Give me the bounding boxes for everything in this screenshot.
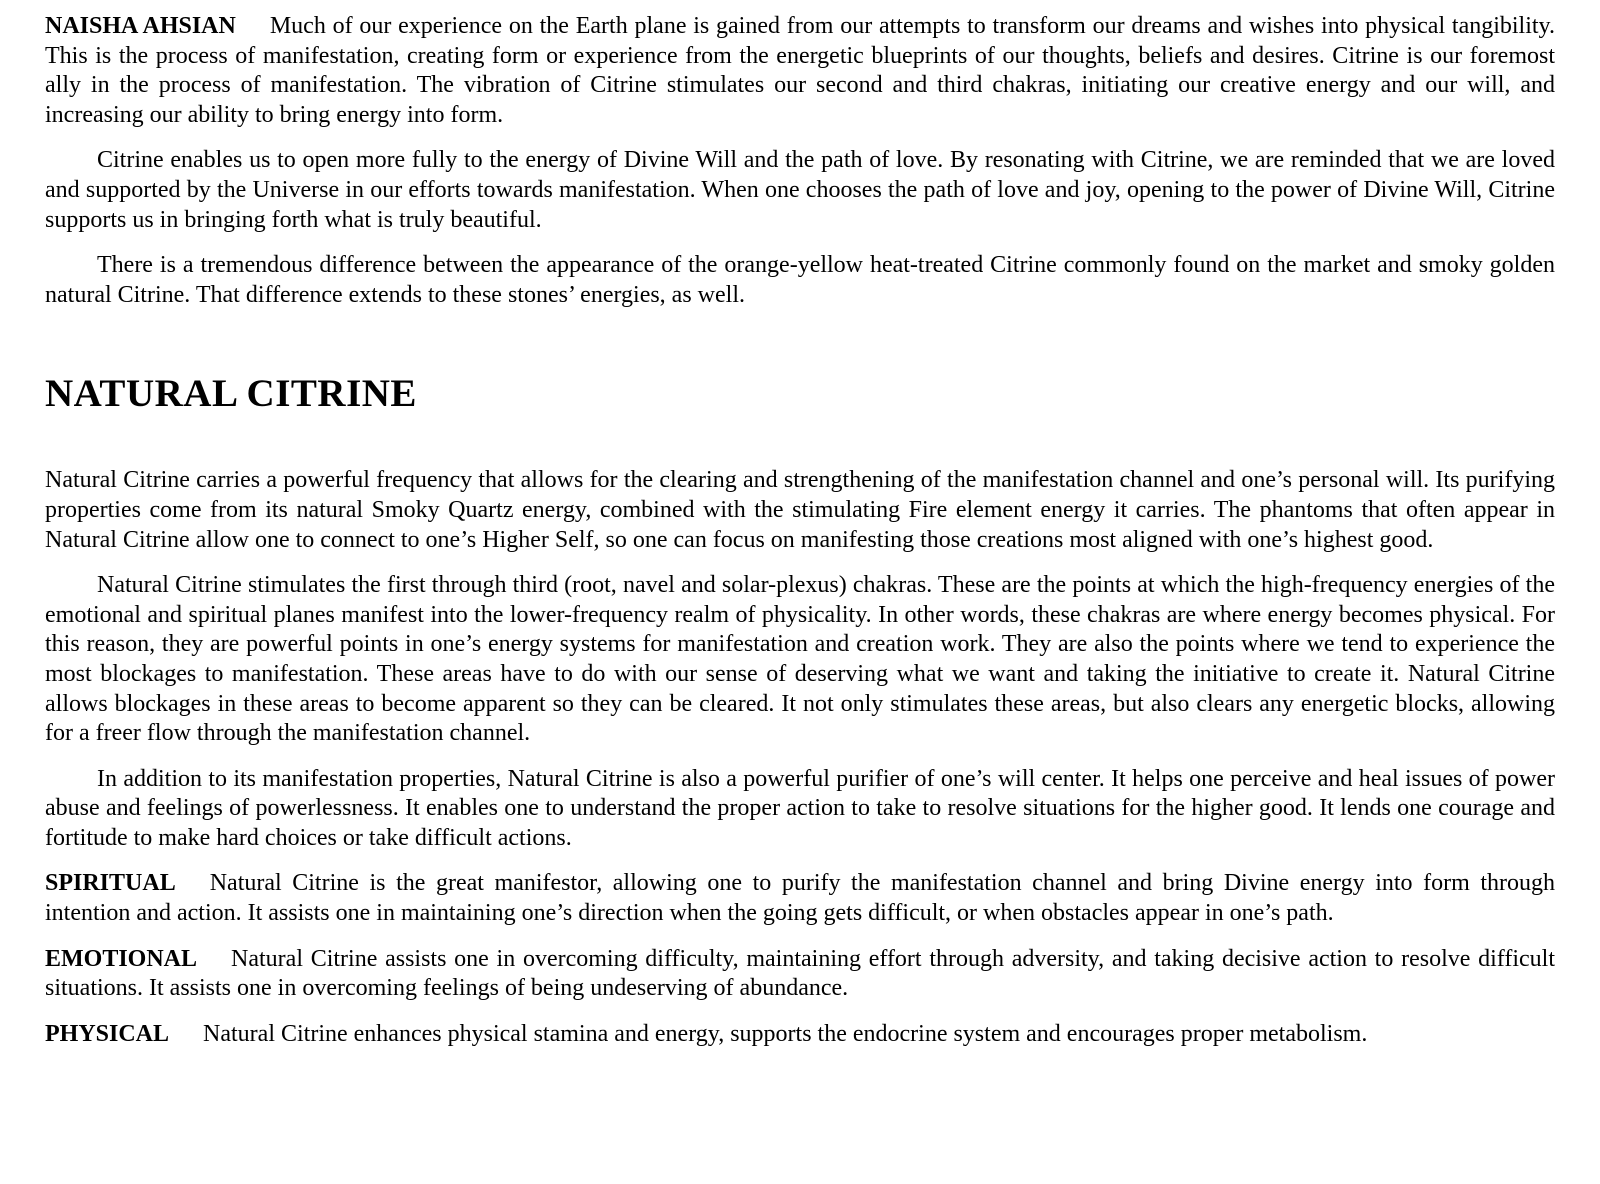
- paragraph-lead: EMOTIONAL: [45, 945, 198, 972]
- paragraph-text: Natural Citrine is the great manifestor, allowing one to purify the manifestation channel and bring Divine energy into form through intention and action. It assists one in maintaining one’s direction when the going gets difficult, or when obstacles appear in one’s path.: [45, 870, 1555, 927]
- paragraph-lead: NAISHA AHSIAN: [45, 13, 236, 39]
- paragraph: [45, 251, 1555, 310]
- intro-section: [45, 12, 1555, 310]
- paragraph-text: Citrine enables us to open more fully to the energy of Divine Will and the path of love. By resonating with Citrine, we are reminded that we are loved and supported by the Universe in our efforts towards manifestation. When one chooses the path of love and joy, opening to the power of Divine Will, Citrine supports us in bringing forth what is truly beautiful.: [45, 147, 1555, 233]
- paragraph-text: Natural Citrine assists one in overcoming difficulty, maintaining effort through adversity, and taking decisive action to resolve difficult situations. It assists one in overcoming feelings of being undeserving of abundance.: [45, 945, 1555, 1002]
- paragraph-text: Much of our experience on the Earth plane is gained from our attempts to transform our dreams and wishes into physical tangibility. This is the process of manifestation, creating form or experience from the energetic blueprints of our thoughts, beliefs and desires. Citrine is our foremost ally in the process of manifestation. The vibration of Citrine stimulates our second and third chakras, initiating our creative energy and our will, and increasing our ability to bring energy into form.: [45, 13, 1555, 128]
- paragraph-lead: PHYSICAL: [45, 1020, 170, 1047]
- paragraph: [45, 466, 1555, 555]
- paragraph: [45, 945, 1555, 1004]
- paragraph: [45, 12, 1555, 130]
- paragraph-text: Natural Citrine carries a powerful frequency that allows for the clearing and strengthening of the manifestation channel and one’s personal will. Its purifying properties come from its natural Smoky Quartz energy, combined with the stimulating Fire element energy it carries. The phantoms that often appear in Natural Citrine allow one to connect to one’s Higher Self, so one can focus on manifesting those creations most aligned with one’s highest good.: [45, 467, 1555, 553]
- paragraph-text: In addition to its manifestation properties, Natural Citrine is also a powerful purifier of one’s will center. It helps one perceive and heal issues of power abuse and feelings of powerlessness. It enables one to understand the proper action to take to resolve situations for the higher good. It lends one courage and fortitude to make hard choices or take difficult actions.: [45, 765, 1555, 851]
- paragraph: [45, 765, 1555, 854]
- paragraph-text: There is a tremendous difference between the appearance of the orange-yellow heat-treated Citrine commonly found on the market and smoky golden natural Citrine. That difference extends to these stones’ energies, as well.: [45, 252, 1555, 308]
- paragraph: [45, 571, 1555, 749]
- natural-citrine-section: [45, 466, 1555, 1049]
- paragraph: [45, 146, 1555, 235]
- section-heading: NATURAL CITRINE: [45, 372, 417, 416]
- paragraph: [45, 869, 1555, 928]
- paragraph-lead: SPIRITUAL: [45, 870, 176, 897]
- paragraph: [45, 1020, 1555, 1050]
- paragraph-text: Natural Citrine enhances physical stamina and energy, supports the endocrine system and encourages proper metabolism.: [203, 1020, 1368, 1047]
- paragraph-text: Natural Citrine stimulates the first through third (root, navel and solar-plexus) chakras. These are the points at which the high-frequency energies of the emotional and spiritual planes manifest into the lower-frequency realm of physicality. In other words, these chakras are where energy becomes physical. For this reason, they are powerful points in one’s energy systems for manifestation and creation work. They are also the points where we tend to experience the most blockages to manifestation. These areas have to do with our sense of deserving what we want and taking the initiative to create it. Natural Citrine allows blockages in these areas to become apparent so they can be cleared. It not only stimulates these areas, but also clears any energetic blocks, allowing for a freer flow through the manifestation channel.: [45, 572, 1555, 747]
